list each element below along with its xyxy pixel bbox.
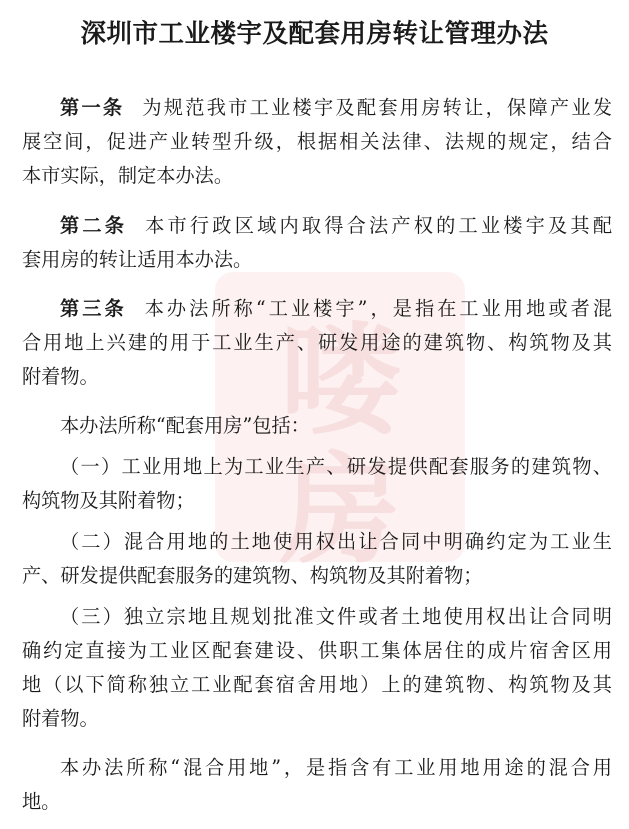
article-1-line-2: 展空间，促进产业转型升级，根据相关法律、法规的规定，结合	[22, 130, 612, 153]
article-1-line-3: 本市实际，制定本办法。	[22, 164, 234, 187]
watermark-char-1: 喽	[280, 312, 400, 451]
item-1-line-2: 构筑物及其附着物；	[22, 489, 195, 512]
article-3-text-1: 本办法所称“工业楼宇”，是指在工业用地或者混	[144, 297, 612, 320]
paragraph-mixed-land-line-2: 地。	[22, 790, 61, 813]
item-2-line-1: （二）混合用地的土地使用权出让合同中明确约定为工业生	[60, 530, 612, 553]
article-2-line-2: 套用房的转让适用本办法。	[22, 248, 253, 271]
document-title: 深圳市工业楼宇及配套用房转让管理办法	[80, 19, 549, 49]
item-3-line-2: 确约定直接为工业区配套建设、供职工集体居住的成片宿舍区用	[22, 639, 612, 662]
article-2-line-1	[60, 210, 612, 242]
article-3-line-2: 合用地上兴建的用于工业生产、研发用途的建筑物、构筑物及其	[22, 331, 612, 354]
paragraph-mixed-land-line-1: 本办法所称“混合用地”，是指含有工业用地用途的混合用	[60, 756, 612, 779]
article-3-line-1	[60, 293, 612, 325]
article-3-line-3: 附着物。	[22, 365, 99, 388]
article-1-line-1	[60, 92, 612, 124]
article-2-label: 第二条	[60, 214, 128, 237]
article-1-text-1: 为规范我市工业楼宇及配套用房转让，保障产业发	[142, 96, 612, 119]
article-2-text-1: 本市行政区域内取得合法产权的工业楼宇及其配	[145, 214, 612, 237]
watermark-char-2: 房	[280, 442, 400, 581]
item-3-line-4: 附着物。	[22, 707, 99, 730]
paragraph-supporting-housing: 本办法所称“配套用房”包括：	[60, 414, 310, 437]
article-1-label: 第一条	[60, 96, 125, 119]
item-1-line-1: （一）工业用地上为工业生产、研发提供配套服务的建筑物、	[60, 455, 612, 478]
item-3-line-3: 地（以下简称独立工业配套宿舍用地）上的建筑物、构筑物及其	[22, 673, 612, 696]
article-3-label: 第三条	[60, 297, 127, 320]
item-3-line-1: （三）独立宗地且规划批准文件或者土地使用权出让合同明	[60, 605, 612, 628]
item-2-line-2: 产、研发提供配套服务的建筑物、构筑物及其附着物；	[22, 564, 483, 587]
